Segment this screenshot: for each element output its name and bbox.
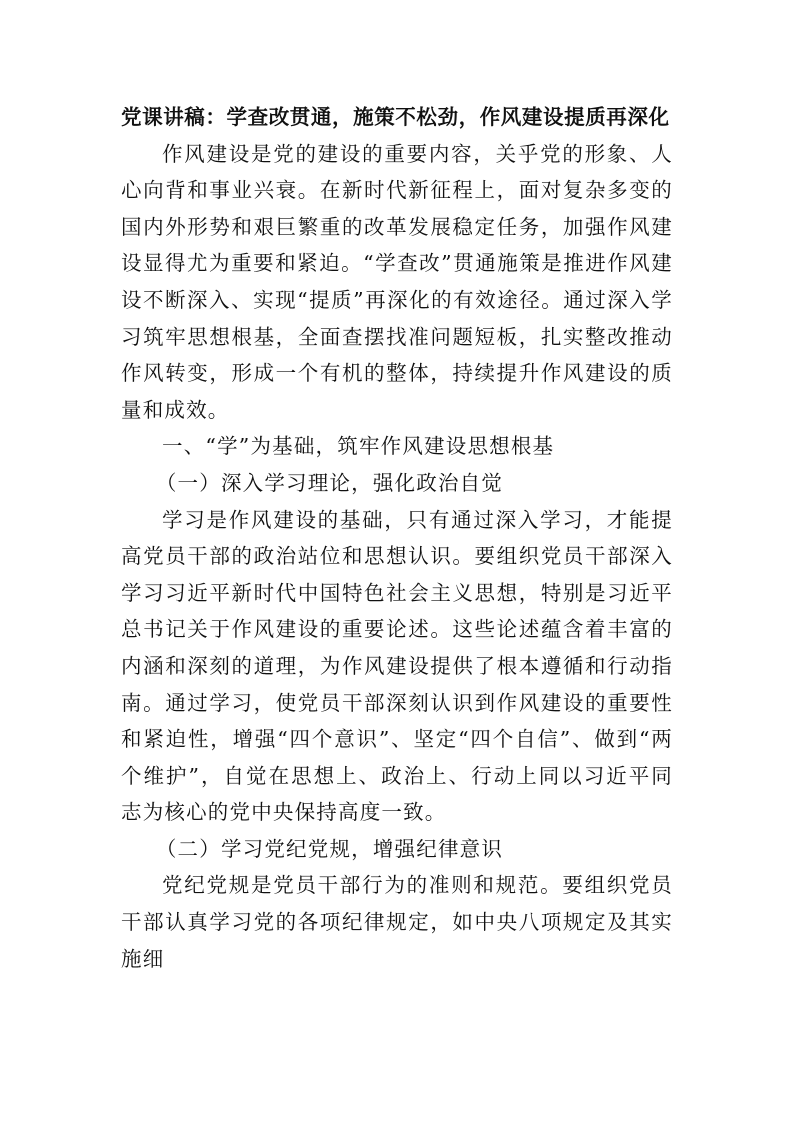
subsection-1-paragraph: 学习是作风建设的基础，只有通过深入学习，才能提高党员干部的政治站位和思想认识。要组织党员干部深入学习习近平新时代中国特色社会主义思想，特别是习近平总书记关于作风建设的重要论述。这些论述蕴含着丰富的内涵和深刻的道理，为作风建设提供了根本遵循和行动指南。通过学习，使党员干部深刻认识到作风建设的重要性和紧迫性，增强“四个意识”、坚定“四个自信”、做到“两个维护”，自觉在思想上、政治上、行动上同以习近平同志为核心的党中央保持高度一致。 (121, 507, 673, 825)
subsection-heading-1: （一）深入学习理论，强化政治自觉 (155, 470, 504, 495)
document-title: 党课讲稿：学查改贯通，施策不松劲，作风建设提质再深化 (121, 105, 670, 129)
document-body (121, 99, 673, 977)
subsection-2-paragraph: 党纪党规是党员干部行为的准则和规范。要组织党员干部认真学习党的各项纪律规定，如中央八项规定及其实施细 (121, 873, 673, 971)
intro-paragraph: 作风建设是党的建设的重要内容，关乎党的形象、人心向背和事业兴衰。在新时代新征程上，面对复杂多变的国内外形势和艰巨繁重的改革发展稳定任务，加强作风建设显得尤为重要和紧迫。“学查改”贯通施策是推进作风建设不断深入、实现“提质”再深化的有效途径。通过深入学习筑牢思想根基，全面查摆找准问题短板，扎实整改推动作风转变，形成一个有机的整体，持续提升作风建设的质量和成效。 (121, 141, 673, 422)
section-heading-1: 一、“学”为基础，筑牢作风建设思想根基 (162, 434, 555, 459)
subsection-heading-2: （二）学习党纪党规，增强纪律意识 (155, 836, 504, 861)
